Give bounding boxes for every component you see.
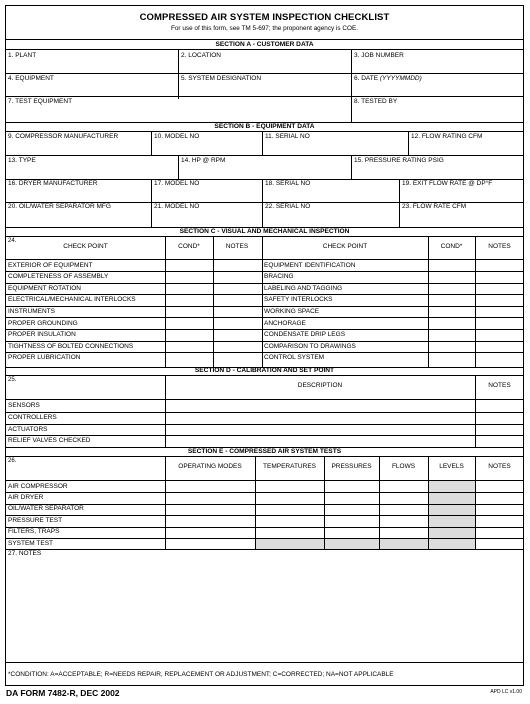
visual-inspection-row (6, 306, 524, 318)
system-test-item: AIR COMPRESSOR (8, 482, 68, 490)
flow-rating-field[interactable]: 12. FLOW RATING CFM (411, 133, 483, 140)
flow-rate-23-field[interactable]: 23. FLOW RATE CFM (402, 203, 467, 210)
notes-input-left[interactable] (214, 318, 261, 330)
test-input-notes[interactable] (476, 504, 524, 515)
notes-input-left[interactable] (214, 306, 261, 318)
check-point-left: EQUIPMENT ROTATION (8, 284, 81, 292)
notes-input-right[interactable] (476, 341, 524, 353)
date-label: 6. DATE (354, 75, 380, 82)
test-input-flows[interactable] (380, 515, 428, 526)
check-point-left: INSTRUMENTS (8, 307, 55, 315)
form-version: APD LC v1.00 (490, 689, 522, 695)
test-input-pressures[interactable] (325, 504, 379, 515)
section-e-heading: SECTION E - COMPRESSED AIR SYSTEM TESTS (187, 448, 342, 455)
check-point-left: PROPER GROUNDING (8, 319, 78, 327)
system-test-row (6, 492, 524, 503)
temperatures-header: TEMPERATURES (263, 463, 316, 470)
system-test-item: FILTERS, TRAPS (8, 528, 60, 536)
plant-field[interactable]: 1. PLANT (8, 52, 37, 59)
description-input[interactable] (166, 435, 475, 447)
item-25-number: 25. (8, 377, 17, 383)
check-point-left: TIGHTNESS OF BOLTED CONNECTIONS (8, 342, 134, 350)
cond-input-left[interactable] (166, 260, 213, 272)
flows-header: FLOWS (391, 463, 416, 470)
system-test-row (6, 481, 524, 492)
serial-no-22-field[interactable]: 22. SERIAL NO (265, 203, 311, 210)
notes-input-right[interactable] (476, 352, 524, 364)
date-format-hint: (YYYYMMDD) (379, 75, 422, 82)
levels-header: LEVELS (439, 463, 464, 470)
section-c-heading: SECTION C - VISUAL AND MECHANICAL INSPECTION (179, 228, 350, 235)
form-title: COMPRESSED AIR SYSTEM INSPECTION CHECKLIST (139, 12, 390, 23)
test-input-notes[interactable] (476, 538, 524, 549)
visual-inspection-row (6, 283, 524, 295)
model-no-17-field[interactable]: 17. MODEL NO (154, 180, 200, 187)
cond-input-right[interactable] (429, 271, 475, 283)
condition-legend: *CONDITION: A=ACCEPTABLE; R=NEEDS REPAIR, REPLACEMENT OR ADJUSTMENT; C=CORRECTED; NA=NOT APPLICABLE (8, 671, 394, 678)
section-b-heading: SECTION B - EQUIPMENT DATA (214, 123, 315, 130)
system-test-row (6, 515, 524, 526)
visual-inspection-row (6, 352, 524, 364)
notes-field-label: 27. NOTES (8, 550, 42, 557)
calibration-item: RELIEF VALVES CHECKED (8, 437, 91, 445)
test-input-operating-modes[interactable] (166, 515, 255, 526)
model-no-10-field[interactable]: 10. MODEL NO (154, 133, 200, 140)
calibration-item: SENSORS (8, 402, 40, 409)
test-input-flows[interactable] (380, 538, 428, 549)
section-d-heading: SECTION D - CALIBRATION AND SET POINT (194, 367, 335, 374)
cond-input-right[interactable] (429, 341, 475, 353)
test-input-levels[interactable] (429, 515, 475, 526)
check-point-right: CONTROL SYSTEM (264, 354, 325, 362)
form-number: DA FORM 7482-R, DEC 2002 (6, 688, 120, 698)
test-input-levels[interactable] (429, 538, 475, 549)
notes-input-left[interactable] (214, 352, 261, 364)
model-no-21-field[interactable]: 21. MODEL NO (154, 203, 200, 210)
check-point-left: ELECTRICAL/MECHANICAL INTERLOCKS (8, 296, 136, 304)
calibration-item: ACTUATORS (8, 425, 48, 433)
check-point-header-left: CHECK POINT (63, 243, 108, 250)
inspection-checklist-form (5, 5, 524, 686)
cond-input-right[interactable] (429, 318, 475, 330)
notes-input-right[interactable] (476, 294, 524, 306)
tested-by-field[interactable]: 8. TESTED BY (354, 98, 398, 105)
separator-manufacturer-field[interactable]: 20. OIL/WATER SEPARATOR MFG (8, 203, 111, 210)
visual-inspection-row (6, 341, 524, 353)
system-test-item: SYSTEM TEST (8, 539, 54, 547)
pressures-header: PRESSURES (331, 463, 372, 470)
test-input-levels[interactable] (429, 527, 475, 538)
cond-input-right[interactable] (429, 329, 475, 341)
test-input-temperatures[interactable] (256, 527, 324, 538)
description-input[interactable] (166, 400, 475, 412)
form-subtitle: For use of this form, see TM 5-697; the proponent agency is COE. (170, 25, 359, 32)
description-input[interactable] (166, 412, 475, 424)
check-point-left: PROPER INSULATION (8, 331, 76, 339)
test-input-operating-modes[interactable] (166, 481, 255, 492)
test-equipment-field[interactable]: 7. TEST EQUIPMENT (8, 98, 73, 105)
system-test-item: PRESSURE TEST (8, 516, 63, 524)
test-input-operating-modes[interactable] (166, 504, 255, 515)
notes-header-e: NOTES (488, 463, 511, 470)
test-input-flows[interactable] (380, 527, 428, 538)
test-input-levels[interactable] (429, 492, 475, 503)
test-input-operating-modes[interactable] (166, 527, 255, 538)
test-input-levels[interactable] (429, 504, 475, 515)
check-point-left: COMPLETENESS OF ASSEMBLY (8, 273, 109, 281)
item-26-number: 26. (8, 458, 17, 464)
check-point-right: SAFETY INTERLOCKS (264, 296, 333, 304)
notes-input-left[interactable] (214, 260, 261, 272)
test-input-temperatures[interactable] (256, 515, 324, 526)
cond-input-left[interactable] (166, 283, 213, 295)
system-test-item: AIR DRYER (8, 493, 44, 501)
serial-no-18-field[interactable]: 18. SERIAL NO (265, 180, 311, 187)
cond-input-right[interactable] (429, 306, 475, 318)
compressor-manufacturer-field[interactable]: 9. COMPRESSOR MANUFACTURER (8, 133, 119, 140)
cond-input-left[interactable] (166, 329, 213, 341)
notes-area[interactable] (6, 559, 524, 661)
notes-input-right[interactable] (476, 271, 524, 283)
serial-no-11-field[interactable]: 11. SERIAL NO (265, 133, 310, 140)
date-field[interactable] (354, 75, 422, 82)
test-input-flows[interactable] (380, 492, 428, 503)
notes-input-right[interactable] (476, 283, 524, 295)
test-input-notes[interactable] (476, 515, 524, 526)
cond-input-left[interactable] (166, 352, 213, 364)
check-point-right: EQUIPMENT IDENTIFICATION (264, 261, 356, 269)
test-input-pressures[interactable] (325, 481, 379, 492)
check-point-left: PROPER LUBRICATION (8, 354, 81, 362)
test-input-pressures[interactable] (325, 515, 379, 526)
notes-input-right[interactable] (476, 306, 524, 318)
notes-input-left[interactable] (214, 341, 261, 353)
cond-input-left[interactable] (166, 341, 213, 353)
location-field[interactable]: 2. LOCATION (181, 52, 221, 59)
check-point-right: COMPARISON TO DRAWINGS (264, 342, 356, 350)
cond-input-left[interactable] (166, 318, 213, 330)
test-input-notes[interactable] (476, 481, 524, 492)
test-input-notes[interactable] (476, 492, 524, 503)
system-test-row (6, 538, 524, 549)
check-point-right: ANCHORAGE (264, 319, 306, 327)
calibration-row (6, 424, 524, 436)
job-number-field[interactable]: 3. JOB NUMBER (354, 52, 404, 59)
visual-inspection-row (6, 294, 524, 306)
section-a-heading: SECTION A - CUSTOMER DATA (215, 41, 314, 48)
pressure-rating-field[interactable]: 15. PRESSURE RATING PSIG (354, 157, 444, 164)
test-input-flows[interactable] (380, 481, 428, 492)
description-header: DESCRIPTION (297, 382, 343, 389)
check-point-right: LABELING AND TAGGING (264, 284, 343, 292)
cond-input-left[interactable] (166, 294, 213, 306)
calibration-row (6, 412, 524, 424)
system-designation-field[interactable]: 5. SYSTEM DESIGNATION (181, 75, 262, 82)
system-test-row (6, 527, 524, 538)
item-24-number: 24. (8, 238, 17, 244)
check-point-right: CONDENSATE DRIP LEGS (264, 331, 346, 339)
notes-input-left[interactable] (214, 294, 261, 306)
notes-input-right[interactable] (476, 318, 524, 330)
operating-modes-header: OPERATING MODES (178, 463, 242, 470)
calibration-item: CONTROLLERS (8, 413, 57, 421)
test-input-pressures[interactable] (325, 527, 379, 538)
test-input-notes[interactable] (476, 527, 524, 538)
check-point-header-right: CHECK POINT (322, 243, 368, 250)
cond-input-right[interactable] (429, 283, 475, 295)
notes-input-left[interactable] (214, 329, 261, 341)
exit-flow-rate-field[interactable]: 19. EXIT FLOW RATE @ DP°F (402, 180, 493, 187)
notes-header-right: NOTES (488, 243, 511, 250)
test-input-operating-modes[interactable] (166, 538, 255, 549)
notes-input[interactable] (476, 424, 524, 436)
test-input-pressures[interactable] (325, 538, 379, 549)
notes-header-left: NOTES (225, 243, 249, 250)
test-input-operating-modes[interactable] (166, 492, 255, 503)
test-input-temperatures[interactable] (256, 504, 324, 515)
test-input-temperatures[interactable] (256, 492, 324, 503)
description-input[interactable] (166, 424, 475, 436)
notes-input-left[interactable] (214, 283, 261, 295)
notes-input-right[interactable] (476, 260, 524, 272)
cond-input-left[interactable] (166, 306, 213, 318)
visual-inspection-row (6, 271, 524, 283)
system-test-item: OIL/WATER SEPARATOR (8, 505, 84, 513)
cond-header-right: COND* (440, 243, 463, 250)
visual-inspection-row (6, 329, 524, 341)
cond-input-right[interactable] (429, 294, 475, 306)
notes-input[interactable] (476, 435, 524, 447)
cond-input-right[interactable] (429, 260, 475, 272)
hp-rpm-field[interactable]: 14. HP @ RPM (181, 157, 226, 164)
notes-header-d: NOTES (488, 382, 511, 389)
test-input-temperatures[interactable] (256, 538, 324, 549)
notes-input-right[interactable] (476, 329, 524, 341)
cond-input-left[interactable] (166, 271, 213, 283)
cond-input-right[interactable] (429, 352, 475, 364)
equipment-field[interactable]: 4. EQUIPMENT (8, 75, 54, 82)
system-test-row (6, 504, 524, 515)
visual-inspection-row (6, 260, 524, 272)
notes-input-left[interactable] (214, 271, 261, 283)
check-point-right: BRACING (264, 273, 294, 281)
cond-header-left: COND* (178, 243, 200, 250)
test-input-flows[interactable] (380, 504, 428, 515)
notes-input[interactable] (476, 400, 524, 412)
type-field[interactable]: 13. TYPE (8, 157, 36, 164)
check-point-left: EXTERIOR OF EQUIPMENT (8, 261, 93, 269)
visual-inspection-row (6, 318, 524, 330)
dryer-manufacturer-field[interactable]: 16. DRYER MANUFACTURER (8, 180, 98, 187)
calibration-row (6, 400, 524, 412)
check-point-right: WORKING SPACE (264, 307, 320, 315)
test-input-levels[interactable] (429, 481, 475, 492)
test-input-temperatures[interactable] (256, 481, 324, 492)
notes-input[interactable] (476, 412, 524, 424)
test-input-pressures[interactable] (325, 492, 379, 503)
calibration-row (6, 435, 524, 447)
